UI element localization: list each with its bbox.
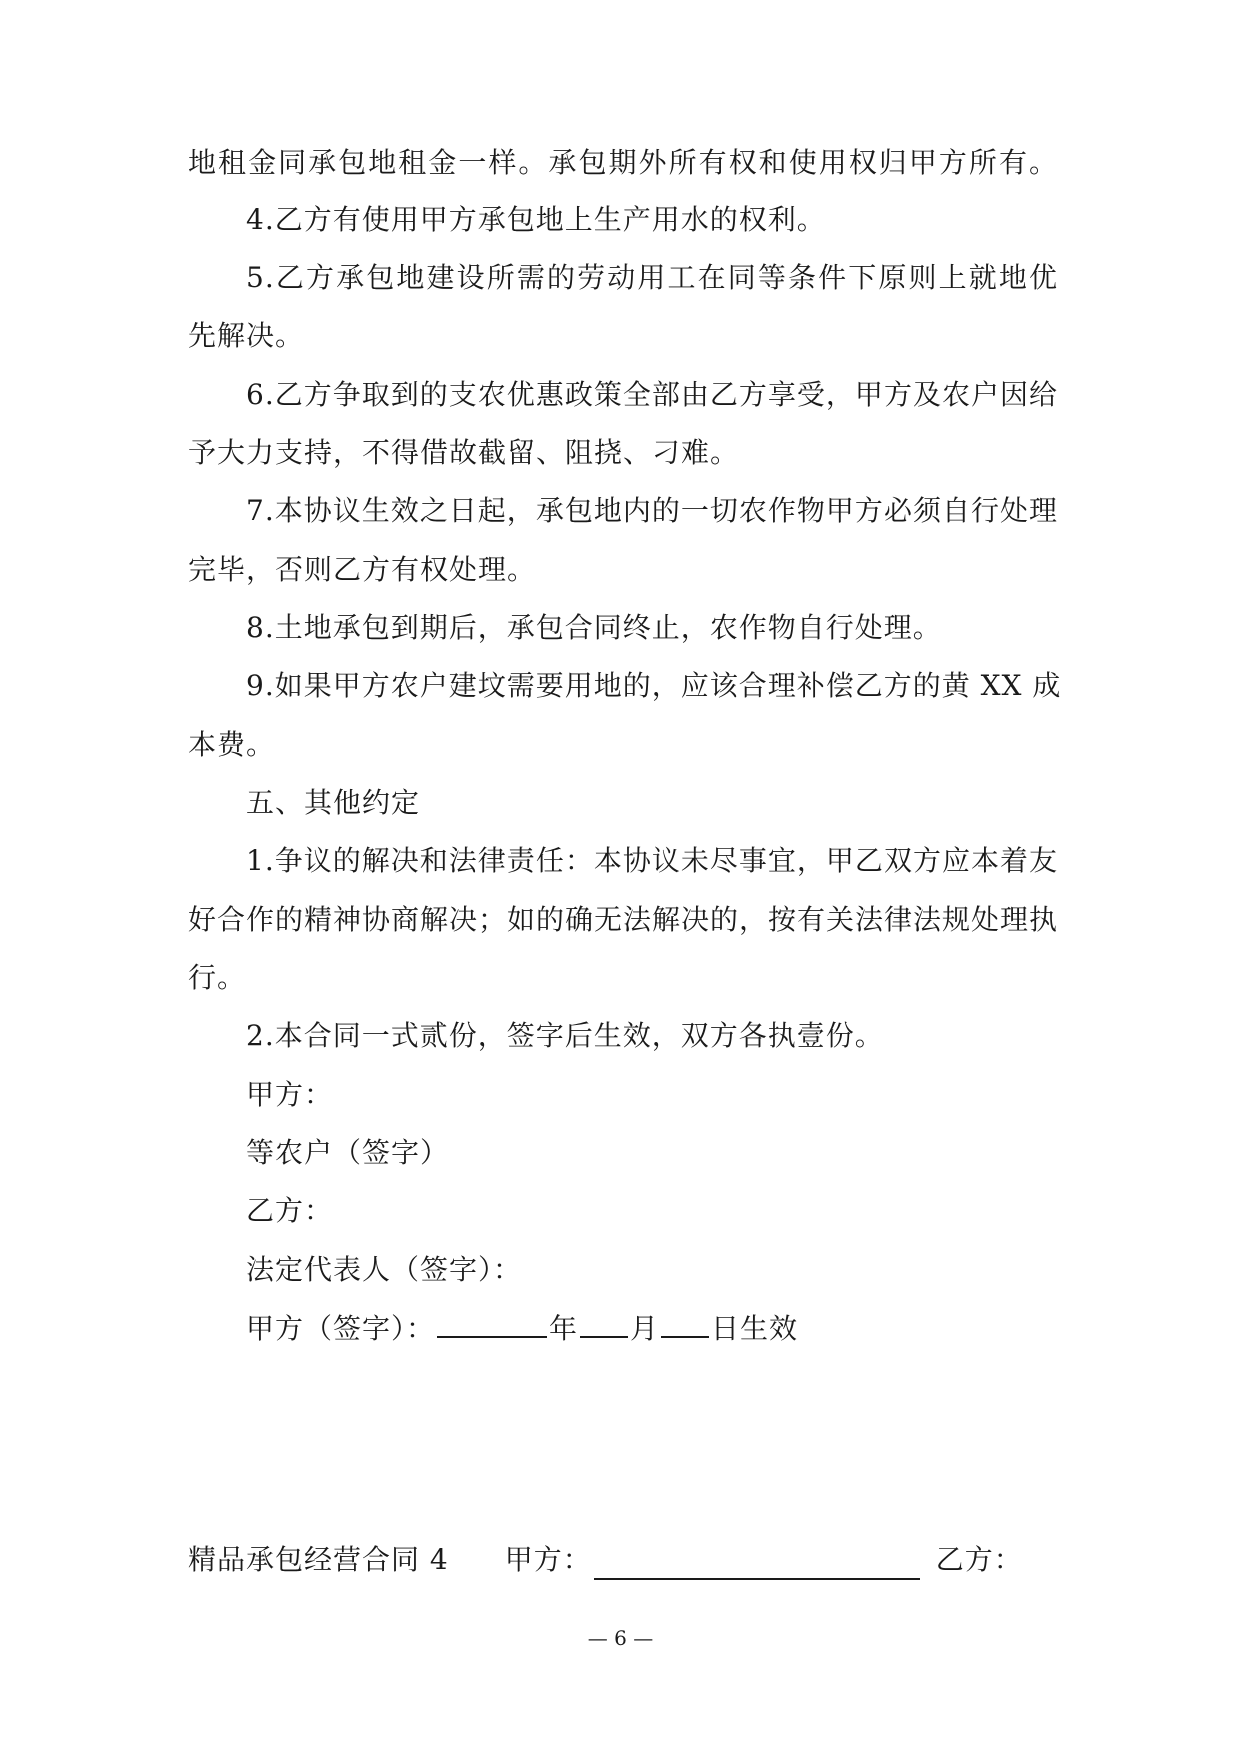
next-contract-header <box>188 1540 1058 1580</box>
paragraph-line: 行。 <box>188 961 247 994</box>
paragraph-line: 8.土地承包到期后，承包合同终止，农作物自行处理。 <box>246 611 942 644</box>
section-heading: 五、其他约定 <box>246 786 421 819</box>
date-blank-year <box>437 1308 547 1338</box>
signature-label: 甲方： <box>246 1078 334 1111</box>
paragraph-line: 本费。 <box>188 728 276 761</box>
date-signature-line <box>246 1308 798 1349</box>
paragraph-line: 地租金同承包地租金一样。承包期外所有权和使用权归甲方所有。 <box>188 146 1058 179</box>
paragraph-line: 完毕，否则乙方有权处理。 <box>188 553 537 586</box>
party-a-blank <box>594 1550 920 1580</box>
date-blank-month <box>580 1308 628 1338</box>
party-a-label: 甲方： <box>504 1543 592 1576</box>
date-month-label: 月 <box>630 1312 660 1345</box>
date-year-label: 年 <box>549 1312 579 1345</box>
paragraph-line: 6.乙方争取到的支农优惠政策全部由乙方享受，甲方及农户因给 <box>246 378 1058 411</box>
paragraph-line: 9.如果甲方农户建坟需要用地的，应该合理补偿乙方的黄 XX 成 <box>246 669 1062 702</box>
next-contract-title: 精品承包经营合同 4 <box>188 1543 449 1576</box>
date-day-label: 日生效 <box>711 1312 799 1345</box>
paragraph-line: 2.本合同一式贰份，签字后生效，双方各执壹份。 <box>246 1019 884 1052</box>
paragraph-line: 5.乙方承包地建设所需的劳动用工在同等条件下原则上就地优 <box>246 261 1058 294</box>
date-blank-day <box>661 1308 709 1338</box>
signature-label: 等农户（签字） <box>246 1136 450 1169</box>
signature-label: 乙方： <box>246 1194 334 1227</box>
paragraph-line: 先解决。 <box>188 319 305 352</box>
party-b-label: 乙方： <box>935 1543 1023 1576</box>
date-sign-prefix: 甲方（签字）： <box>246 1312 436 1345</box>
signature-label: 法定代表人（签字）： <box>246 1253 523 1286</box>
paragraph-line: 好合作的精神协商解决；如的确无法解决的，按有关法律法规处理执 <box>188 903 1059 936</box>
paragraph-line: 1.争议的解决和法律责任：本协议未尽事宜，甲乙双方应本着友 <box>246 844 1058 877</box>
paragraph-line: 4.乙方有使用甲方承包地上生产用水的权利。 <box>246 203 826 236</box>
paragraph-line: 予大力支持，不得借故截留、阻挠、刁难。 <box>188 436 740 469</box>
paragraph-line: 7.本协议生效之日起，承包地内的一切农作物甲方必须自行处理 <box>246 494 1058 527</box>
page-number: — 6 — <box>587 1626 654 1650</box>
